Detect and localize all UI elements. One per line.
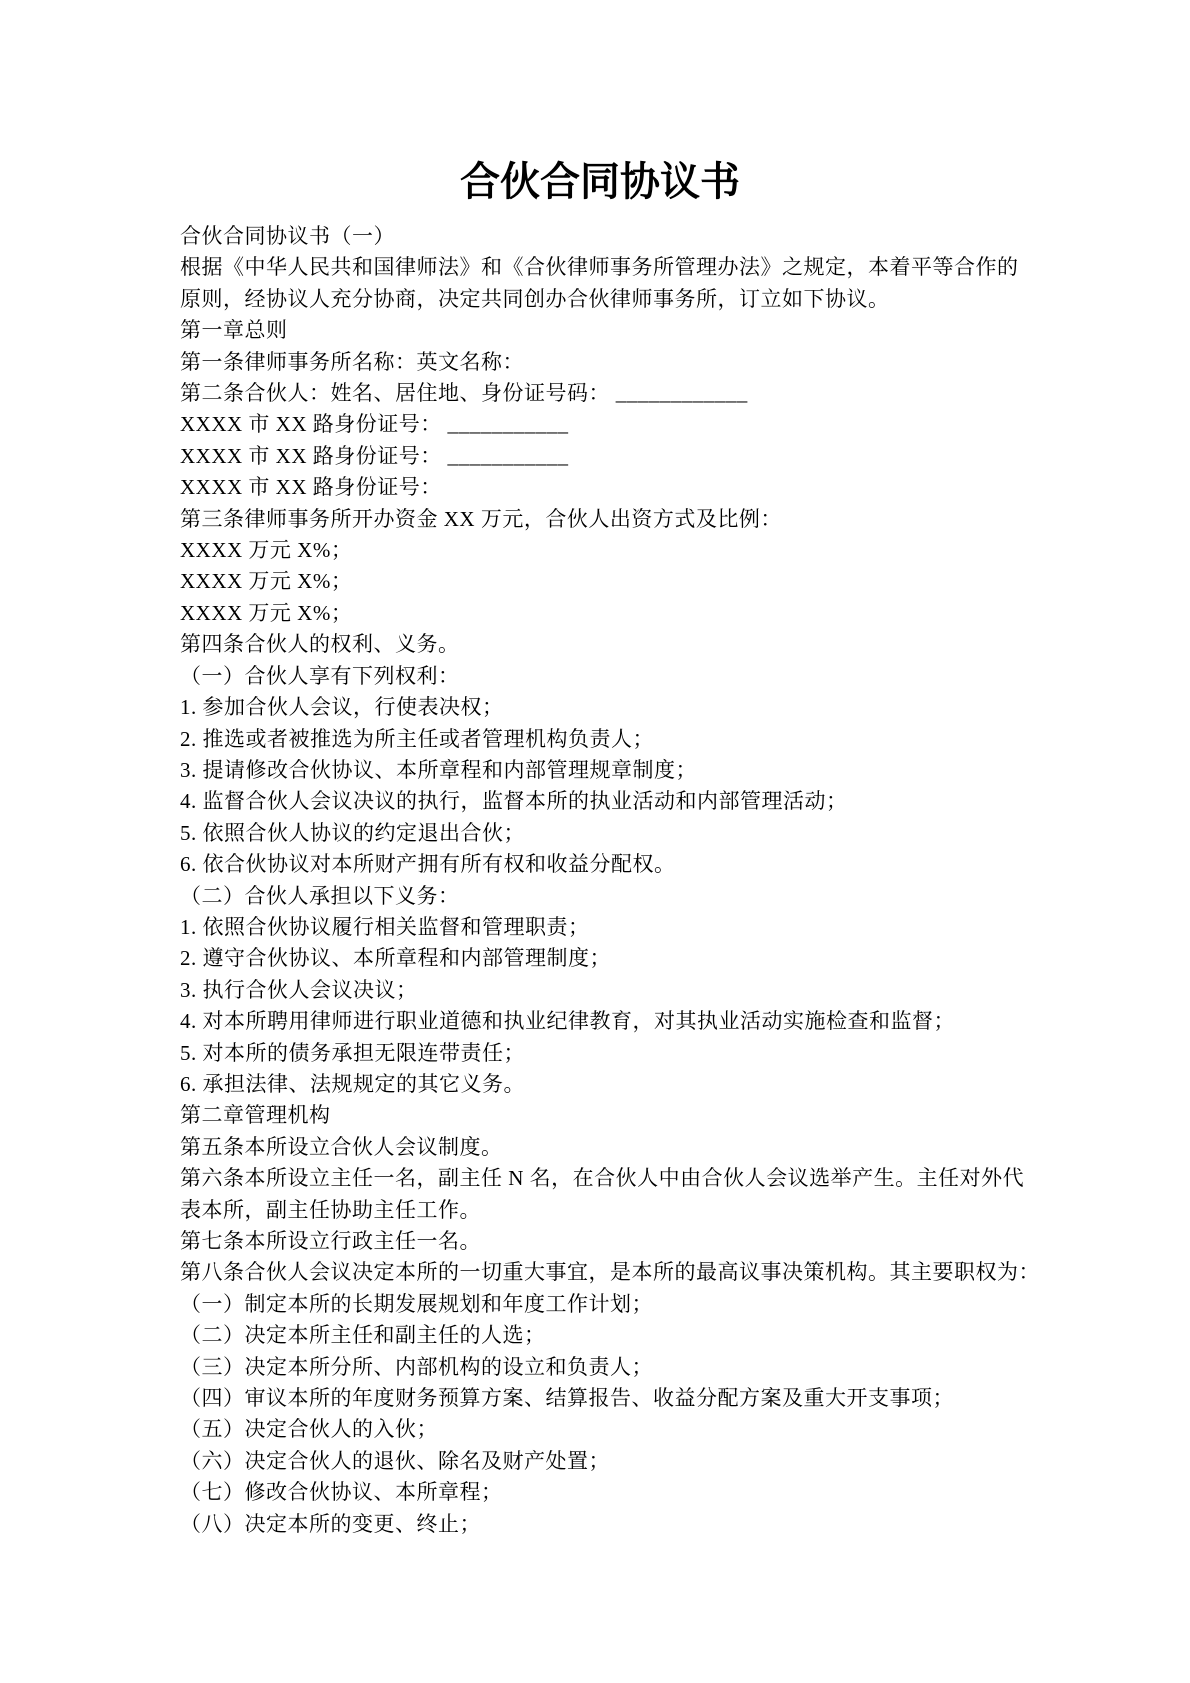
document-line: 6. 依合伙协议对本所财产拥有所有权和收益分配权。 [180,852,676,877]
document-line: （四）审议本所的年度财务预算方案、结算报告、收益分配方案及重大开支事项； [180,1386,954,1411]
document-line: 原则，经协议人充分协商，决定共同创办合伙律师事务所，订立如下协议。 [180,286,890,311]
document-line: （七）修改合伙协议、本所章程； [180,1480,503,1505]
document-line: 第二章管理机构 [180,1103,331,1128]
document-line: 第二条合伙人：姓名、居住地、身份证号码： ____________ [180,381,748,406]
document-line: 4. 监督合伙人会议决议的执行，监督本所的执业活动和内部管理活动； [180,789,848,814]
document-line: XXXX 市 XX 路身份证号： ___________ [180,443,569,468]
document-line: 第六条本所设立主任一名，副主任 N 名，在合伙人中由合伙人会议选举产生。主任对外代 [180,1166,1025,1191]
document-line: 第四条合伙人的权利、义务。 [180,632,460,657]
document-line: 5. 对本所的债务承担无限连带责任； [180,1040,525,1065]
document-line: （一）合伙人享有下列权利： [180,663,460,688]
document-line: 合伙合同协议书（一） [180,224,395,248]
document-line: 根据《中华人民共和国律师法》和《合伙律师事务所管理办法》之规定，本着平等合作的 [180,255,1019,280]
document-line: 第三条律师事务所开办资金 XX 万元，合伙人出资方式及比例： [180,506,782,531]
document-line: （三）决定本所分所、内部机构的设立和负责人； [180,1354,653,1379]
document-line: 第七条本所设立行政主任一名。 [180,1229,481,1253]
document-line: （五）决定合伙人的入伙； [180,1417,438,1442]
document-line: XXXX 市 XX 路身份证号： [180,475,442,500]
document-line: 3. 提请修改合伙协议、本所章程和内部管理规章制度； [180,757,697,782]
document-line: （八）决定本所的变更、终止； [180,1511,481,1536]
document-title: 合伙合同协议书 [460,159,740,204]
document-line: 第五条本所设立合伙人会议制度。 [180,1134,503,1159]
document-line: XXXX 万元 X%； [180,569,353,594]
document-line: 表本所，副主任协助主任工作。 [180,1197,481,1222]
document-line: （六）决定合伙人的退伙、除名及财产处置； [180,1448,610,1473]
document-line: 第一条律师事务所名称：英文名称： [180,349,524,374]
document-body [180,221,1040,1540]
document-line: 第八条合伙人会议决定本所的一切重大事宜，是本所的最高议事决策机构。其主要职权为： [180,1260,1040,1285]
document-line: 5. 依照合伙人协议的约定退出合伙； [180,820,525,845]
document-line: 1. 依照合伙协议履行相关监督和管理职责； [180,914,590,939]
document-line: XXXX 市 XX 路身份证号： ___________ [180,412,569,437]
document-line: （二）决定本所主任和副主任的人选； [180,1323,546,1348]
document-line: 6. 承担法律、法规规定的其它义务。 [180,1071,525,1096]
document-line: （一）制定本所的长期发展规划和年度工作计划； [180,1291,653,1316]
document-line: （二）合伙人承担以下义务： [180,883,460,908]
document-line: 1. 参加合伙人会议，行使表决权； [180,695,504,720]
document-line: 第一章总则 [180,318,288,343]
document-line: XXXX 万元 X%； [180,600,353,625]
document-line: 2. 推选或者被推选为所主任或者管理机构负责人； [180,726,654,751]
document-line: 4. 对本所聘用律师进行职业道德和执业纪律教育，对其执业活动实施检查和监督； [180,1009,955,1034]
document-line: XXXX 万元 X%； [180,538,353,563]
document-line: 2. 遵守合伙协议、本所章程和内部管理制度； [180,946,611,971]
document-line: 3. 执行合伙人会议决议； [180,977,418,1002]
